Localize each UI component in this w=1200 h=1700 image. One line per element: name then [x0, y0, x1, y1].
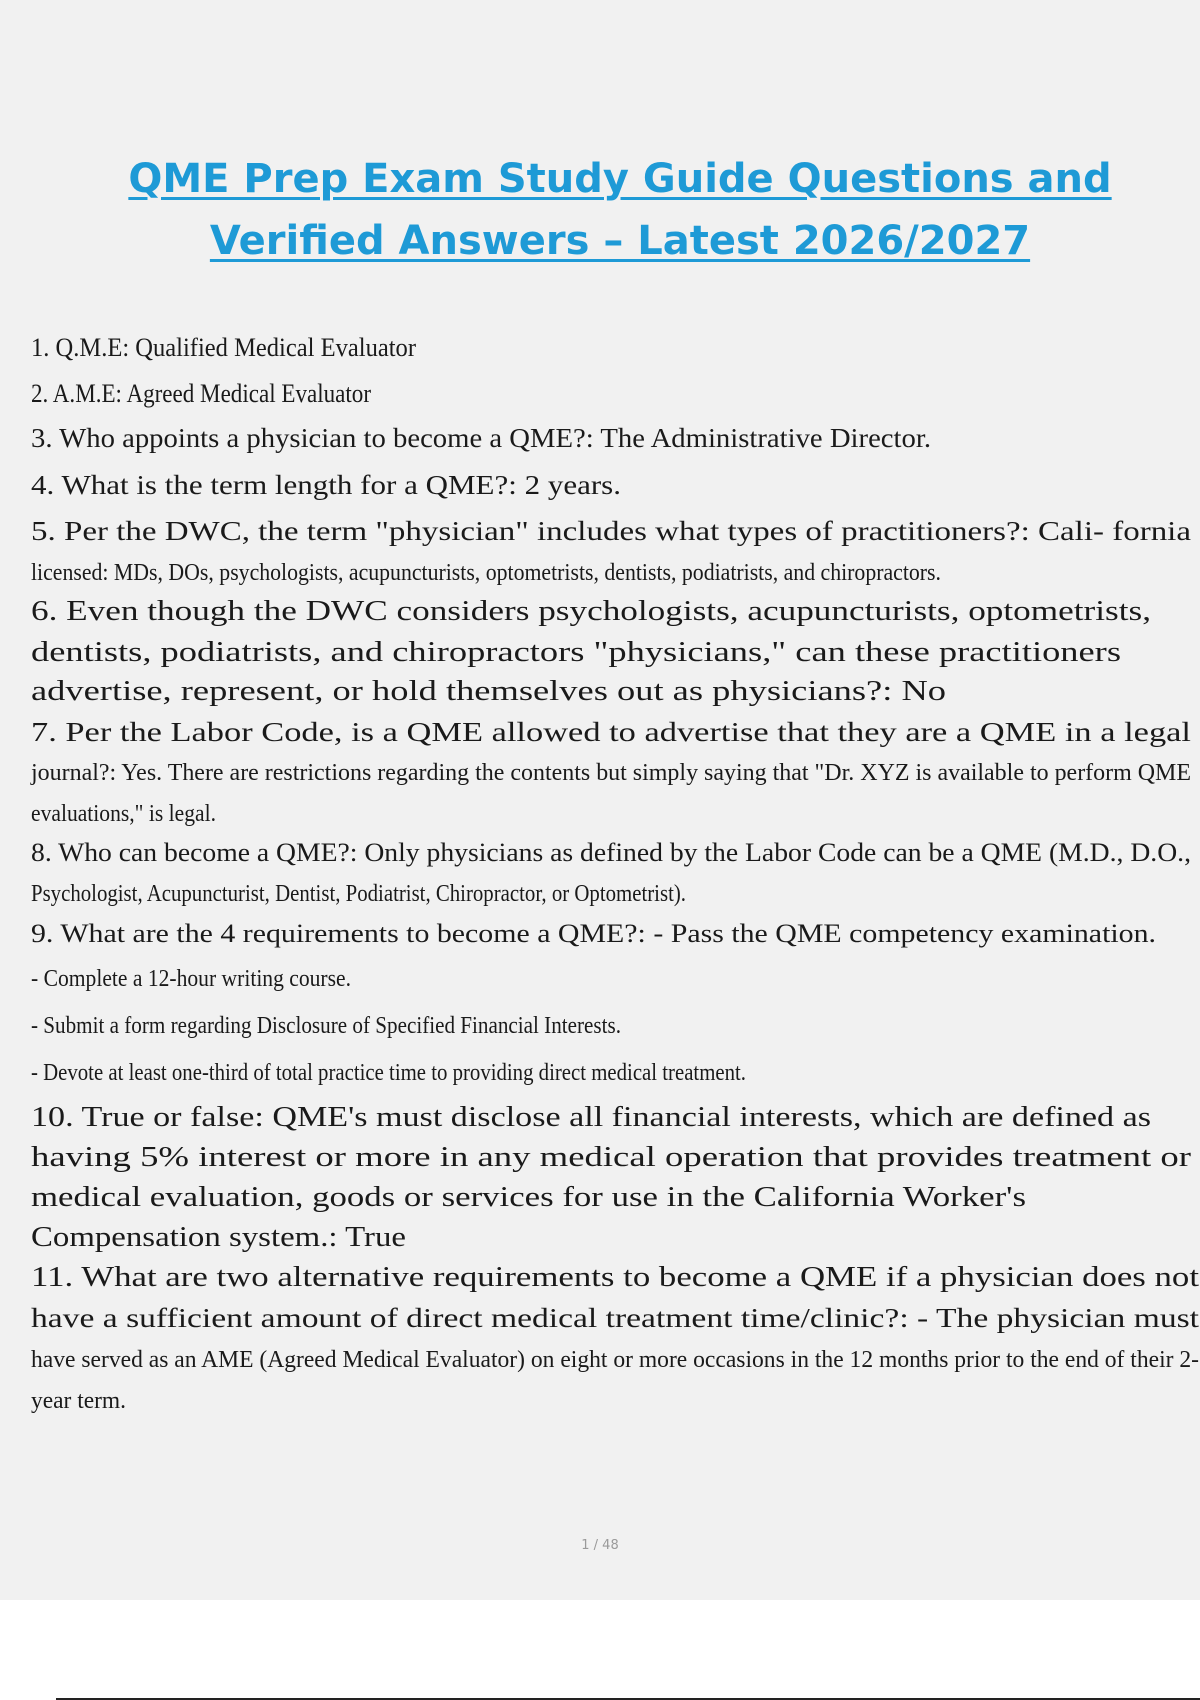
text-line	[31, 673, 946, 710]
text-line-content: 8. Who can become a QME?: Only physicians as defined by the Labor Code can be a QME (M.D., D.O.,	[31, 838, 1191, 867]
text-line	[31, 754, 1193, 791]
text-line-content: 6. Even though the DWC considers psychologists, acupuncturists, optometrists,	[31, 596, 1151, 627]
text-line	[31, 1179, 1026, 1216]
text-line-content: - Submit a form regarding Disclosure of Specified Financial Interests.	[31, 1013, 621, 1039]
text-line	[31, 1341, 1200, 1378]
text-line-content: 1. Q.M.E: Qualified Medical Evaluator	[31, 333, 416, 362]
text-line-content: - Complete a 12-hour writing course.	[31, 966, 351, 992]
text-line	[31, 875, 786, 912]
text-line	[31, 467, 621, 504]
text-line	[31, 1300, 1199, 1337]
text-line	[31, 420, 931, 457]
text-line-content: Compensation system.: True	[31, 1222, 406, 1253]
text-line	[31, 1054, 856, 1091]
text-line-content: - Devote at least one-third of total practice time to providing direct medical treatment.	[31, 1060, 746, 1086]
text-line	[31, 835, 1191, 871]
text-line-content: 4. What is the term length for a QME?: 2 years.	[31, 470, 621, 500]
text-line-content: dentists, podiatrists, and chiropractors "physicians," can these practitioners	[31, 637, 1121, 668]
text-line-content: evaluations," is legal.	[31, 801, 216, 827]
text-line	[31, 714, 1191, 751]
title-line-1: QME Prep Exam Study Guide Questions and	[128, 156, 1112, 202]
text-line-content: advertise, represent, or hold themselves out as physicians?: No	[31, 676, 946, 707]
text-line	[31, 1139, 1191, 1176]
text-line-content: medical evaluation, goods or services for use in the California Worker's	[31, 1182, 1026, 1213]
text-line-content: 10. True or false: QME's must disclose all financial interests, which are defined as	[31, 1102, 1151, 1133]
text-line	[31, 593, 1151, 630]
text-line	[31, 1382, 128, 1419]
text-line-content: having 5% interest or more in any medical operation that provides treatment or	[31, 1142, 1191, 1173]
text-line-content: 9. What are the 4 requirements to become a QME?: - Pass the QME competency examination.	[31, 919, 1156, 948]
text-line	[31, 513, 1191, 550]
text-line-content: 2. A.M.E: Agreed Medical Evaluator	[31, 379, 371, 408]
text-line	[31, 376, 414, 412]
text-line-content: have a sufficient amount of direct medical treatment time/clinic?: - The physician must	[31, 1303, 1199, 1333]
text-line-content: 5. Per the DWC, the term "physician" includes what types of practitioners?: Cali- fornia	[31, 516, 1191, 546]
text-line	[31, 1007, 702, 1044]
text-line	[31, 960, 387, 997]
text-line-content: journal?: Yes. There are restrictions regarding the contents but simply saying that "Dr. XYZ is available to perform QME	[31, 760, 1191, 786]
text-line-content: have served as an AME (Agreed Medical Evaluator) on eight or more occasions in the 12 months prior to the end of their 2-	[31, 1347, 1199, 1373]
text-line	[31, 1219, 406, 1256]
text-line-content: year term.	[31, 1388, 126, 1414]
text-line	[31, 1259, 1199, 1296]
text-line-content: 3. Who appoints a physician to become a QME?: The Administrative Director.	[31, 423, 931, 453]
text-line	[31, 916, 1156, 952]
text-line-content: licensed: MDs, DOs, psychologists, acupuncturists, optometrists, dentists, podiatrists, and chiropractors.	[31, 560, 941, 586]
document-title	[60, 148, 1180, 272]
text-line	[31, 795, 237, 832]
text-line	[31, 634, 1121, 671]
text-line-content: Psychologist, Acupuncturist, Dentist, Podiatrist, Chiropractor, or Optometrist).	[31, 881, 686, 907]
text-line	[31, 554, 1033, 591]
page-number: 1 / 48	[581, 1538, 619, 1553]
text-line-content: 11. What are two alternative requirements to become a QME if a physician does not	[31, 1262, 1199, 1293]
text-line-content: 7. Per the Labor Code, is a QME allowed to advertise that they are a QME in a legal	[31, 717, 1191, 747]
text-line	[31, 1099, 1151, 1136]
text-line	[31, 330, 439, 366]
title-line-2: Verified Answers – Latest 2026/2027	[209, 218, 1031, 264]
